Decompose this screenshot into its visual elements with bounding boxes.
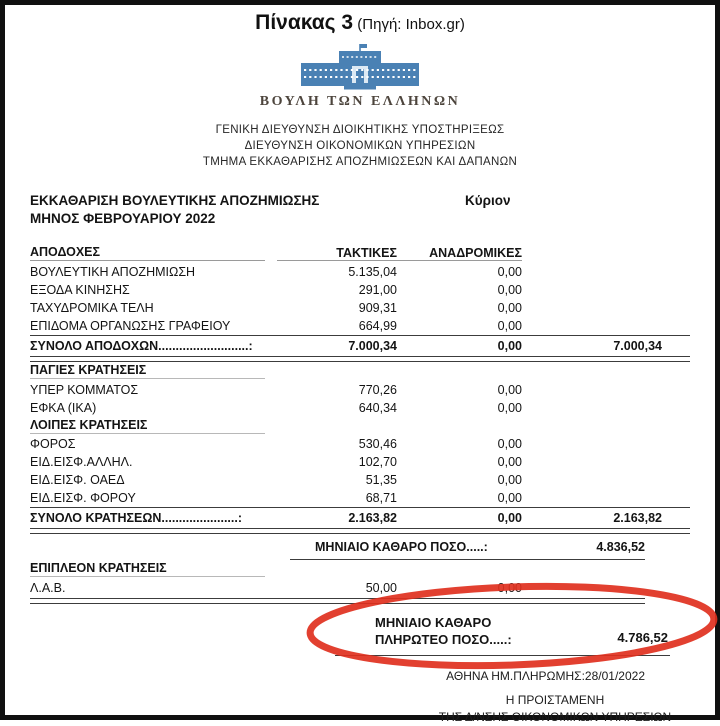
row-regular: 291,00 (358, 283, 397, 297)
section-fixed-deductions: ΠΑΓΙΕΣ ΚΡΑΤΗΣΕΙΣ (30, 362, 690, 381)
row-label: ΥΠΕΡ ΚΟΜΜΑΤΟΣ (30, 382, 139, 397)
table-row (30, 579, 690, 597)
signature-title: Η ΠΡΟΙΣΤΑΜΕΝΗ (505, 692, 605, 707)
row-retro: 0,00 (497, 319, 522, 333)
row-label: ΕΦΚΑ (ΙΚΑ) (30, 400, 97, 415)
row-retro: 0,00 (497, 455, 522, 469)
department-block (5, 122, 715, 170)
row-regular: 5.135,04 (348, 265, 397, 279)
earnings-total-row (30, 336, 690, 355)
double-divider (30, 528, 690, 534)
dept-line-1: ΓΕΝΙΚΗ ΔΙΕΥΘΥΝΣΗ ΔΙΟΙΚΗΤΙΚΗΣ ΥΠΟΣΤΗΡΙΞΕΩΣ (215, 124, 505, 136)
row-regular: 51,35 (365, 473, 397, 487)
total-retro: 0,00 (497, 510, 522, 525)
row-label: ΒΟΥΛΕΥΤΙΚΗ ΑΠΟΖΗΜΙΩΣΗ (30, 265, 196, 279)
row-regular: 640,34 (358, 400, 397, 415)
row-label: ΕΙΔ.ΕΙΣΦ. ΦΟΡΟΥ (30, 491, 136, 505)
row-retro: 0,00 (497, 382, 522, 397)
row-regular: 68,71 (365, 491, 397, 505)
table-row (30, 489, 690, 507)
signature-block (410, 692, 700, 726)
addressee: Κύριον (465, 193, 511, 208)
header-regular: ΤΑΚΤΙΚΕΣ (277, 246, 397, 261)
row-retro: 0,00 (497, 473, 522, 487)
deductions-total-row (30, 508, 690, 527)
row-retro: 0,00 (497, 437, 522, 451)
header-earnings: ΑΠΟΔΟΧΕΣ (30, 245, 277, 261)
parliament-building-icon (300, 44, 420, 91)
table-row (30, 471, 690, 489)
row-retro: 0,00 (497, 265, 522, 279)
table-row (30, 381, 690, 399)
row-regular: 909,31 (358, 301, 397, 315)
total-regular: 7.000,34 (348, 338, 397, 353)
org-name: ΒΟΥΛΗ ΤΩΝ ΕΛΛΗΝΩΝ (259, 94, 461, 109)
net-label: ΜΗΝΙΑΙΟ ΚΑΘΑΡΟ ΠΟΣΟ.....: (315, 539, 488, 554)
row-label: ΕΙΔ.ΕΙΣΦ. ΟΑΕΔ (30, 473, 125, 487)
net-amount: 4.836,52 (596, 539, 645, 554)
payment-date: ΑΘΗΝΑ ΗΜ.ΠΛΗΡΩΜΗΣ:28/01/2022 (446, 668, 645, 683)
statement-heading (30, 192, 690, 228)
header-retro: ΑΝΑΔΡΟΜΙΚΕΣ (397, 246, 522, 261)
row-retro: 0,00 (497, 400, 522, 415)
row-label: ΕΙΔ.ΕΙΣΦ.ΑΛΛΗΛ. (30, 455, 133, 469)
section-extra-deductions: ΕΠΙΠΛΕΟΝ ΚΡΑΤΗΣΕΙΣ (30, 560, 690, 579)
row-regular: 770,26 (358, 382, 397, 397)
table-row (30, 435, 690, 453)
dept-line-3: ΤΜΗΜΑ ΕΚΚΑΘΑΡΙΣΗΣ ΑΠΟΖΗΜΙΩΣΕΩΝ ΚΑΙ ΔΑΠΑΝΩΝ (202, 156, 518, 168)
signature-subtitle: ΤΗΣ Δ/ΝΣΗΣ ΟΙΚΟΝΟΜΙΚΩΝ ΥΠΗΡΕΣΙΩΝ (438, 709, 672, 724)
payable-label-line1: ΜΗΝΙΑΙΟ ΚΑΘΑΡΟ (375, 614, 492, 630)
table-row (30, 281, 690, 299)
row-label: ΦΟΡΟΣ (30, 437, 76, 451)
total-regular: 2.163,82 (348, 510, 397, 525)
total-sum: 7.000,34 (613, 338, 662, 353)
row-label: ΕΞΟΔΑ ΚΙΝΗΣΗΣ (30, 283, 130, 297)
row-retro: 0,00 (497, 283, 522, 297)
payable-label-line2: ΠΛΗΡΩΤΕΟ ΠΟΣΟ.....: (375, 631, 512, 647)
dept-line-2: ΔΙΕΥΘΥΝΣΗ ΟΙΚΟΝΟΜΙΚΩΝ ΥΠΗΡΕΣΙΩΝ (244, 140, 476, 152)
row-regular: 50,00 (365, 580, 397, 595)
row-label: ΕΠΙΔΟΜΑ ΟΡΓΑΝΩΣΗΣ ΓΡΑΦΕΙΟΥ (30, 319, 231, 333)
table-caption-source: (Πηγή: Inbox.gr) (357, 16, 465, 33)
total-sum: 2.163,82 (613, 510, 662, 525)
table-row (30, 263, 690, 281)
section-other-deductions: ΛΟΙΠΕΣ ΚΡΑΤΗΣΕΙΣ (30, 417, 690, 436)
row-label: Λ.Α.Β. (30, 580, 66, 595)
total-retro: 0,00 (497, 338, 522, 353)
row-label: ΤΑΧΥΔΡΟΜΙΚΑ ΤΕΛΗ (30, 301, 154, 315)
table-row (30, 453, 690, 471)
statement-month: ΜΗΝΟΣ ΦΕΒΡΟΥΑΡΙΟΥ 2022 (30, 211, 216, 226)
row-regular: 530,46 (358, 437, 397, 451)
payable-amount-block (335, 610, 670, 656)
table-header-row (30, 243, 690, 263)
table-row (30, 399, 690, 417)
row-regular: 102,70 (358, 455, 397, 469)
total-label: ΣΥΝΟΛΟ ΑΠΟΔΟΧΩΝ..........................: (30, 338, 253, 353)
net-amount-row (290, 536, 645, 560)
payable-amount: 4.786,52 (617, 629, 668, 645)
statement-title: ΕΚΚΑΘΑΡΙΣΗ ΒΟΥΛΕΥΤΙΚΗΣ ΑΠΟΖΗΜΙΩΣΗΣ (30, 193, 320, 208)
table-row (30, 299, 690, 317)
double-divider (30, 598, 645, 604)
total-label: ΣΥΝΟΛΟ ΚΡΑΤΗΣΕΩΝ......................: (30, 510, 242, 525)
row-retro: 0,00 (497, 580, 522, 595)
table-row (30, 317, 690, 335)
letterhead (5, 44, 715, 110)
payslip-table (30, 243, 690, 656)
row-retro: 0,00 (497, 491, 522, 505)
row-retro: 0,00 (497, 301, 522, 315)
page-title (5, 11, 715, 35)
row-regular: 664,99 (358, 319, 397, 333)
table-caption: Πίνακας 3 (255, 11, 354, 34)
